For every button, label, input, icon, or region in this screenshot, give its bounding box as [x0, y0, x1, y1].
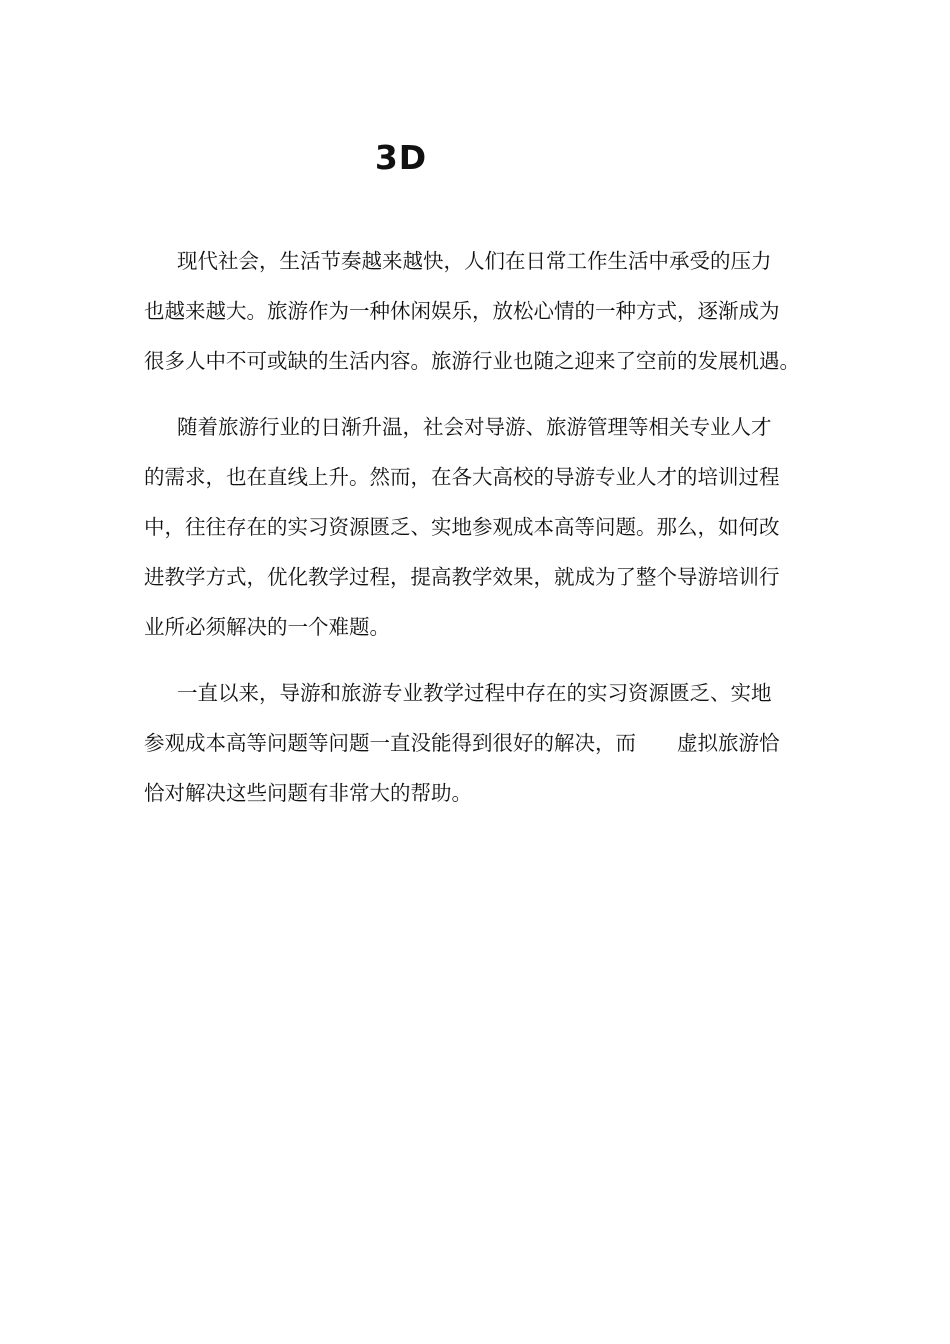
text-line: 进教学方式，优化教学过程，提高教学效果，就成为了整个导游培训行: [144, 565, 780, 589]
text-line: 中，往往存在的实习资源匮乏、实地参观成本高等问题。那么，如何改: [144, 515, 780, 539]
text-line: 参观成本高等问题等问题一直没能得到很好的解决，而 虚拟旅游恰: [144, 731, 780, 755]
text-line: 一直以来，导游和旅游专业教学过程中存在的实习资源匮乏、实地: [177, 681, 772, 705]
text-line: 现代社会，生活节奏越来越快，人们在日常工作生活中承受的压力: [177, 249, 772, 273]
text-line: 的需求，也在直线上升。然而，在各大高校的导游专业人才的培训过程: [144, 465, 780, 489]
text-line: 恰对解决这些问题有非常大的帮助。: [144, 781, 472, 805]
paragraph-1: [144, 236, 808, 386]
text-line: 很多人中不可或缺的生活内容。旅游行业也随之迎来了空前的发展机遇。: [144, 349, 800, 373]
paragraph-3: [144, 668, 808, 818]
document-title: 3D: [374, 138, 428, 177]
text-line: 也越来越大。旅游作为一种休闲娱乐，放松心情的一种方式，逐渐成为: [144, 299, 780, 323]
text-line: 业所必须解决的一个难题。: [144, 615, 390, 639]
paragraph-2: [144, 402, 808, 652]
document-body: [144, 236, 808, 834]
text-line: 随着旅游行业的日渐升温，社会对导游、旅游管理等相关专业人才: [177, 415, 772, 439]
